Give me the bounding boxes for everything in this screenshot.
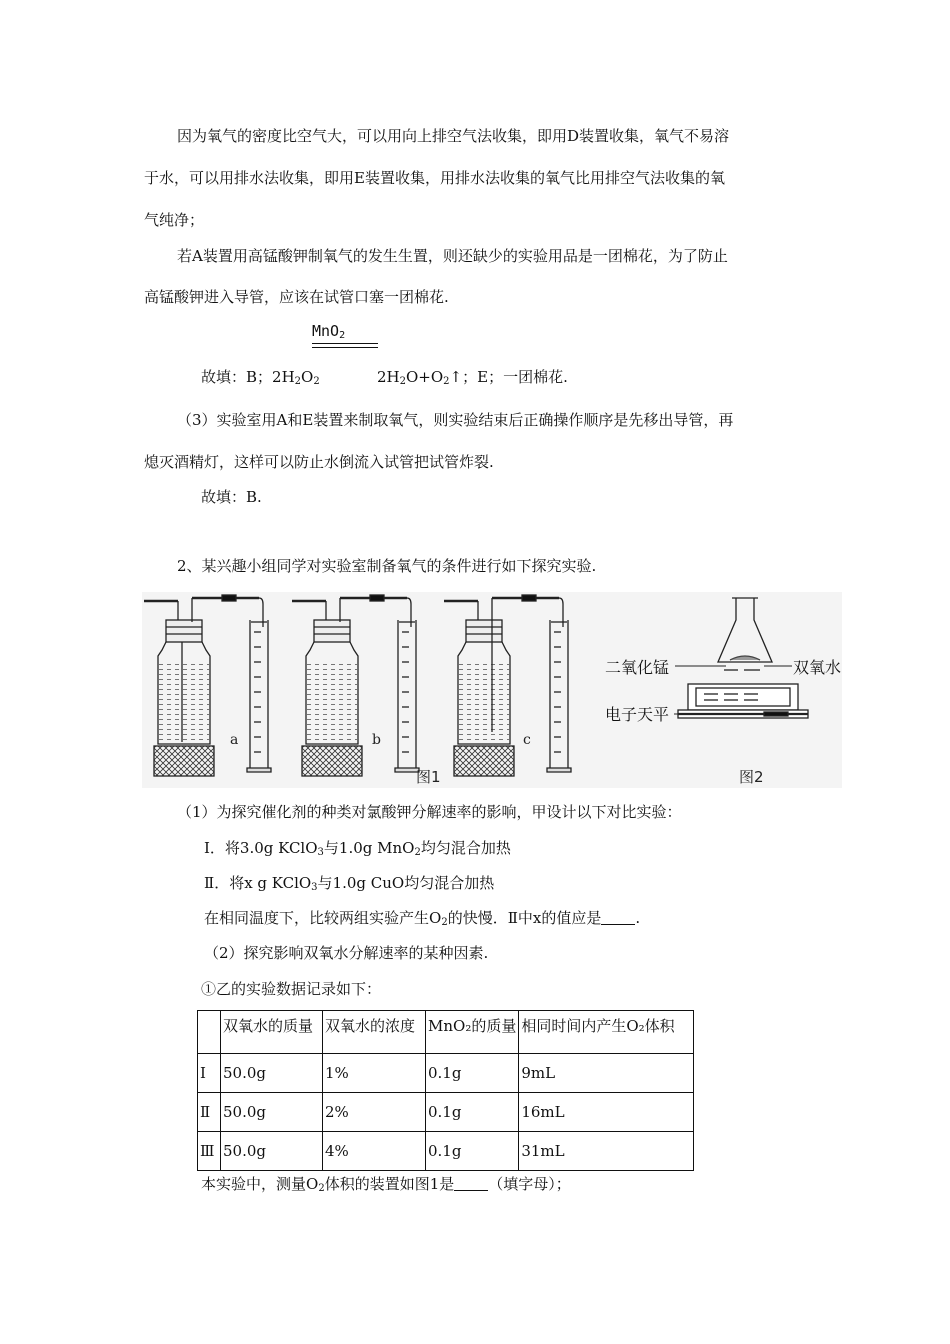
table-cell: 1% [323,1054,426,1093]
caption-figure1: 图1 [416,768,441,786]
table-header-cell: 双氧水的浓度 [323,1011,426,1054]
table-cell: 2% [323,1093,426,1132]
label-balance: 电子天平 [605,705,670,724]
para2-line2: 高锰酸钾进入导管，应该在试管口塞一团棉花. [144,288,449,306]
table-cell: 0.1g [426,1132,519,1171]
table-cell: 50.0g [221,1054,323,1093]
table-row [198,1093,694,1132]
table-cell: 16mL [519,1093,694,1132]
table-header-cell: 双氧水的质量 [221,1011,323,1054]
apparatus-figure [142,592,842,788]
reaction-answer-left: 故填：B；$2H_2O_2$ [201,368,320,387]
apparatus-drawing [142,592,842,788]
part1-intro: （1）为探究催化剂的种类对氯酸钾分解速率的影响，甲设计以下对比实验： [177,803,682,821]
para3-line1: （3）实验室用A和E装置来制取氧气，则实验结束后正确操作顺序是先移出导管，再 [177,411,734,429]
label-h2o2: 双氧水 [793,658,842,677]
table-cell: 50.0g [221,1132,323,1171]
table-row [198,1054,694,1093]
table-cell: Ⅰ [198,1054,221,1093]
setup-a [144,595,271,776]
table-header-cell [198,1011,221,1054]
table-header-row [198,1011,694,1054]
table-row [198,1132,694,1171]
answer-blank-x[interactable] [601,910,635,925]
reaction-answer-right: $2H_2O+O_2↑$；E；一团棉花. [377,368,568,387]
answer-blank-device[interactable] [454,1176,488,1191]
label-a: a [230,732,239,748]
table-cell: 9mL [519,1054,694,1093]
para3-line2: 熄灭酒精灯，这样可以防止水倒流入试管把试管炸裂. [144,453,494,471]
flask-balance [674,598,808,718]
label-b: b [372,732,381,748]
para1-line2: 于水，可以用排水法收集，即用E装置收集，用排水法收集的氧气比用排空气法收集的氧 [144,169,725,187]
caption-figure2: 图2 [739,768,764,786]
table-cell: 4% [323,1132,426,1171]
label-c: c [523,732,531,748]
para3-answer: 故填：B. [201,488,262,506]
setup-c [444,595,571,776]
table-cell: Ⅲ [198,1132,221,1171]
para1-line3: 气纯净； [144,211,205,229]
data-table [197,1010,694,1171]
table-cell: 31mL [519,1132,694,1171]
table-cell: 50.0g [221,1093,323,1132]
table-cell: Ⅱ [198,1093,221,1132]
table-cell: 0.1g [426,1054,519,1093]
final-question: 本实验中，测量$O_2$体积的装置如图1是 （填字母）； [201,1175,571,1194]
para1-line1: 因为氧气的密度比空气大，可以用向上排空气法收集，即用D装置收集，氧气不易溶 [177,127,730,145]
label-mno2: 二氧化锰 [605,658,670,677]
catalyst-label: MnO$_2$ [312,322,345,341]
compare-question: 在相同温度下，比较两组实验产生$O_2$的快慢．Ⅱ中x的值应是 . [204,909,641,928]
table-header-cell: MnO₂的质量 [426,1011,519,1054]
experiment-2: Ⅱ．将x g KClO$_3$与1.0g CuO均匀混合加热 [204,874,495,893]
part2-subintro: ①乙的实验数据记录如下： [201,980,382,998]
part2-intro: （2）探究影响双氧水分解速率的某种因素. [204,944,489,962]
table-cell: 0.1g [426,1093,519,1132]
table-header-cell: 相同时间内产生O₂体积 [519,1011,694,1054]
setup-b [292,595,419,776]
question2-title: 2、某兴趣小组同学对实验室制备氧气的条件进行如下探究实验. [177,557,597,575]
para2-line1: 若A装置用高锰酸钾制氧气的发生生置，则还缺少的实验用品是一团棉花，为了防止 [177,247,728,265]
experiment-1: Ⅰ．将3.0g KClO$_3$与1.0g MnO$_2$均匀混合加热 [204,839,511,858]
